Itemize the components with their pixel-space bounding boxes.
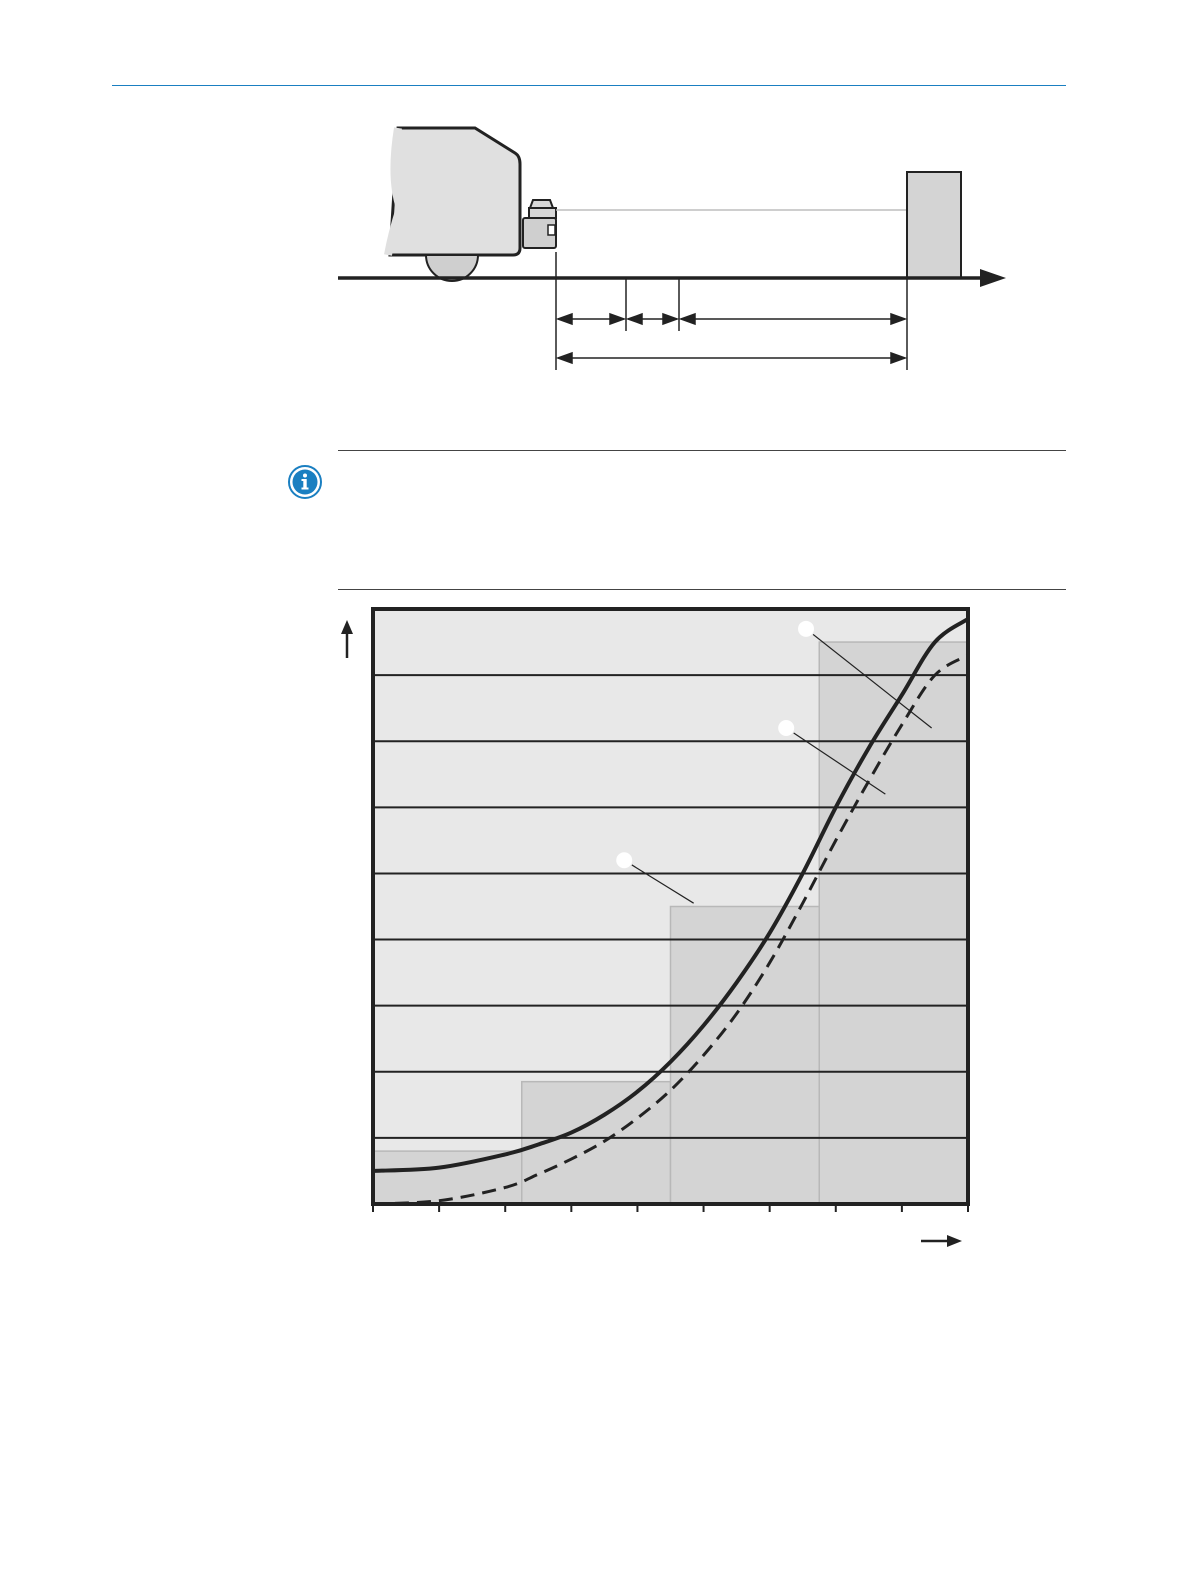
callout-marker-2: [778, 720, 795, 737]
vehicle-icon: [388, 128, 520, 255]
obstacle-icon: [907, 172, 961, 278]
dimension-lines: [556, 252, 907, 370]
laser-scanner-icon: [523, 200, 556, 248]
vehicle-distance-figure: [330, 118, 1020, 378]
x-axis-arrow-icon: [921, 1235, 962, 1247]
bar-3: [671, 907, 820, 1205]
info-rule-bottom: [338, 589, 1066, 590]
chart: [330, 600, 980, 1270]
y-axis-arrow-icon: [341, 620, 353, 658]
info-icon: [287, 464, 323, 500]
info-rule-top: [338, 450, 1066, 451]
header-rule: [112, 85, 1066, 86]
callout-marker-1: [798, 620, 815, 637]
callout-marker-3: [616, 852, 633, 869]
direction-arrow-icon: [980, 269, 1006, 287]
bar-4: [819, 642, 968, 1204]
bar-1: [373, 1151, 522, 1204]
